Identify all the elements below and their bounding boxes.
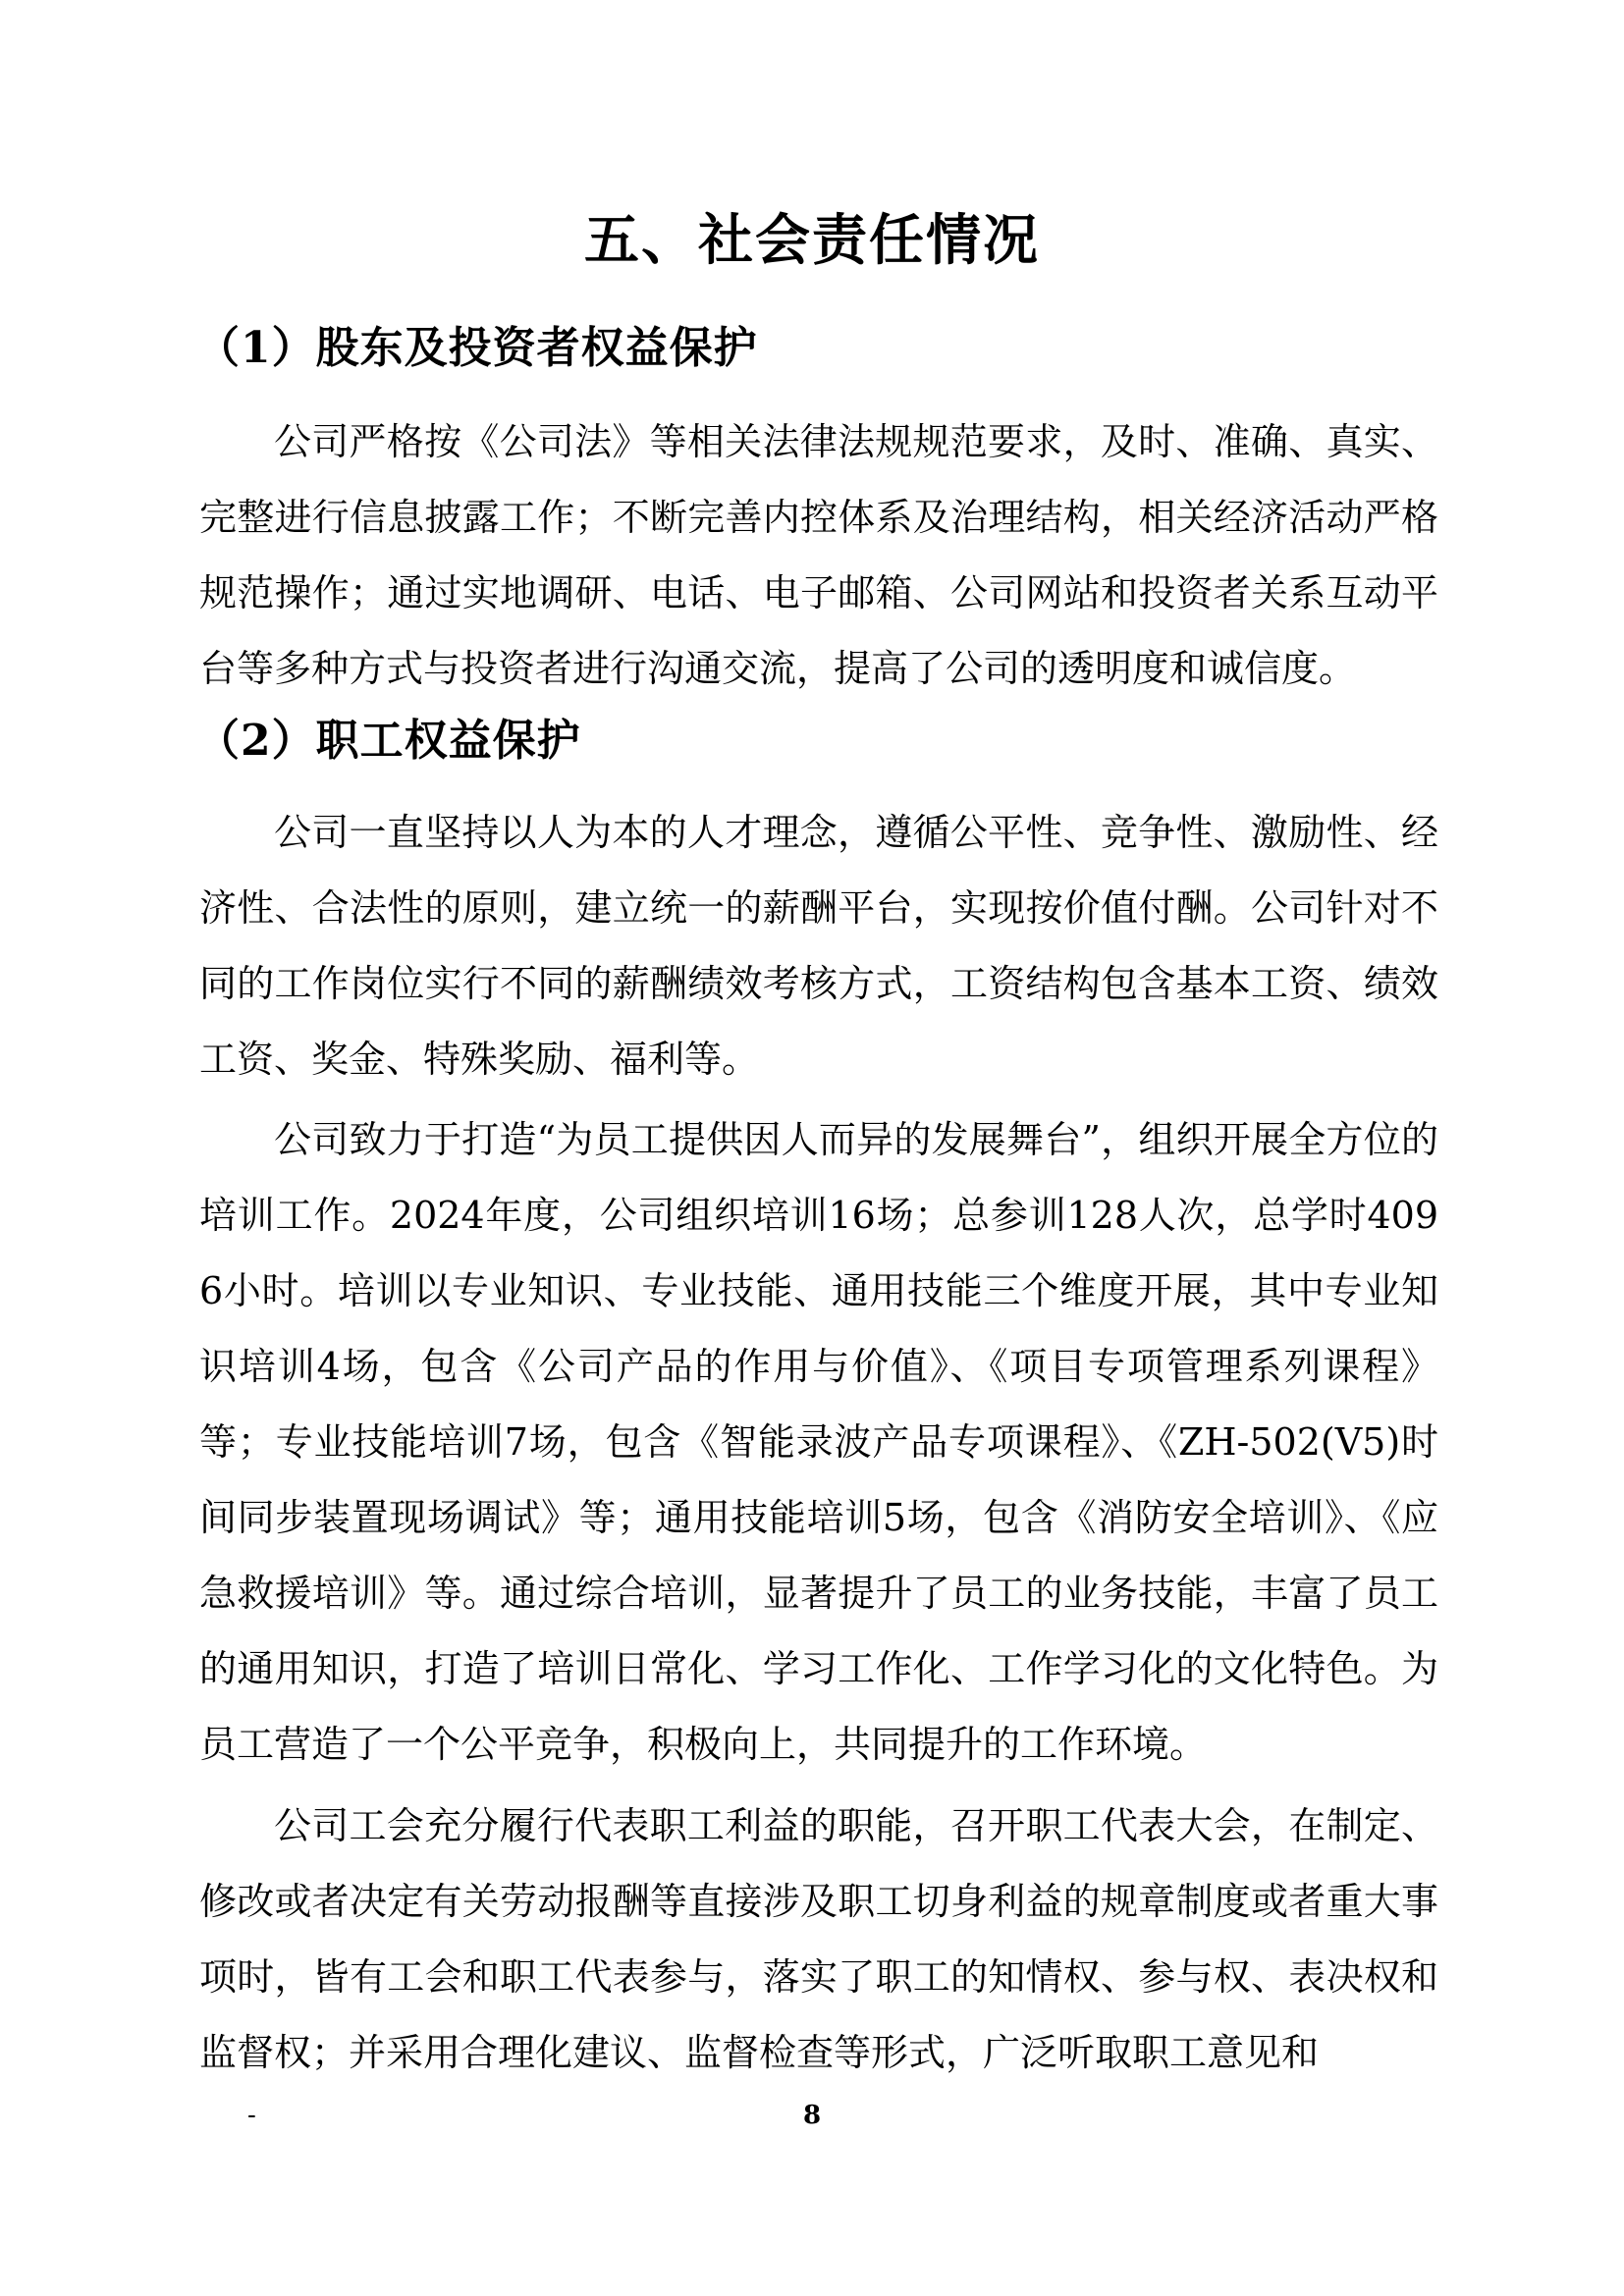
footer-dash: -: [247, 2101, 256, 2130]
section-title: 五、社会责任情况: [584, 208, 1040, 273]
paragraph-labor-union: 公司工会充分履行代表职工利益的职能，召开职工代表大会，在制定、修改或者决定有关劳动报酬等直接涉及职工切身利益的规章制度或者重大事项时，皆有工会和职工代表参与，落实了职工的知情权、参与权、表决权和监督权；并采用合理化建议、监督检查等形式，广泛听取职工意见和: [199, 1804, 1438, 2074]
paragraph-shareholder-rights: 公司严格按《公司法》等相关法律法规规范要求，及时、准确、真实、完整进行信息披露工作；不断完善内控体系及治理结构，相关经济活动严格规范操作；通过实地调研、电话、电子邮箱、公司网站和投资者关系互动平台等多种方式与投资者进行沟通交流，提高了公司的透明度和诚信度。: [199, 420, 1438, 690]
paragraph-compensation: 公司一直坚持以人为本的人才理念，遵循公平性、竞争性、激励性、经济性、合法性的原则，建立统一的薪酬平台，实现按价值付酬。公司针对不同的工作岗位实行不同的薪酬绩效考核方式，工资结构包含基本工资、绩效工资、奖金、特殊奖励、福利等。: [199, 811, 1438, 1081]
heading-shareholder-rights: （1）股东及投资者权益保护: [196, 323, 758, 373]
paragraph-training: 公司致力于打造“为员工提供因人而异的发展舞台”，组织开展全方位的培训工作。2024年度，公司组织培训16场；总参训128人次，总学时4096小时。培训以专业知识、专业技能、通用技能三个维度开展，其中专业知识培训4场，包含《公司产品的作用与价值》、《项目专项管理系列课程》等；专业技能培训7场，包含《智能录波产品专项课程》、《ZH-502(V5)时间同步装置现场调试》等；通用技能培训5场，包含《消防安全培训》、《应急救援培训》等。通过综合培训，显著提升了员工的业务技能，丰富了员工的通用知识，打造了培训日常化、学习工作化、工作学习化的文化特色。为员工营造了一个公平竞争，积极向上，共同提升的工作环境。: [199, 1118, 1438, 1766]
heading-employee-rights: （2）职工权益保护: [196, 716, 581, 766]
page-number: 8: [802, 2101, 822, 2130]
